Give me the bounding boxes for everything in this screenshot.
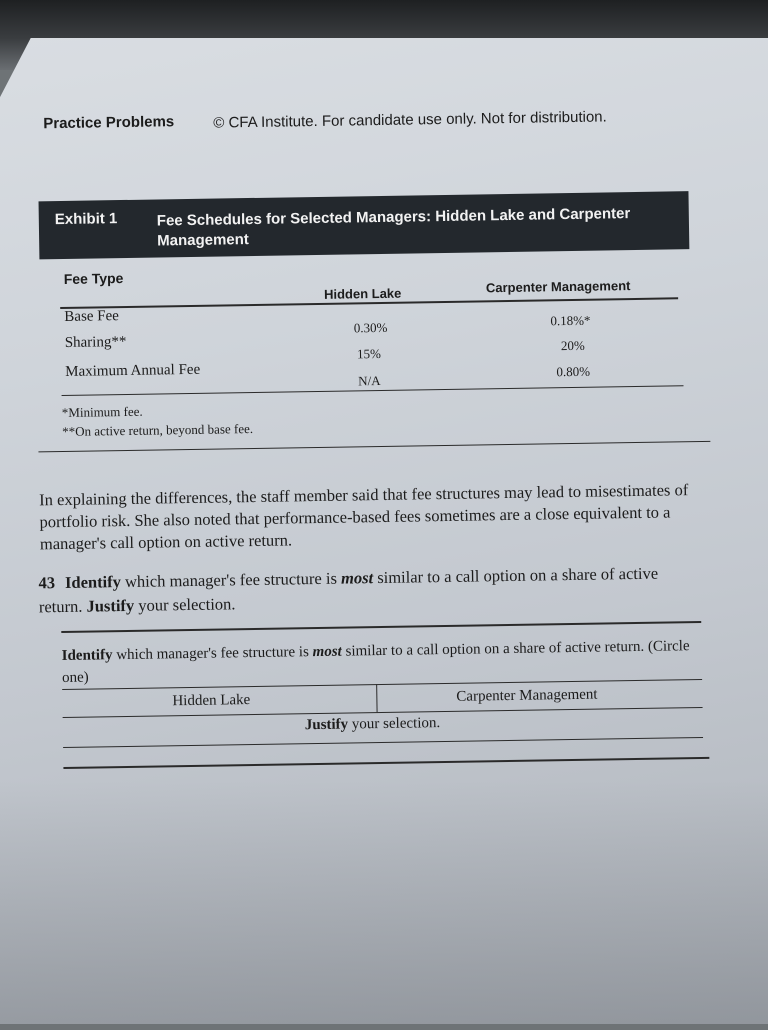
body-paragraph: In explaining the differences, the staff member said that fee structures may lead to misestimates of portfolio risk. She also noted that performance-based fees sometimes are a close equivalent to a manager's call option on active return. xyxy=(39,480,689,554)
question-emphasis: most xyxy=(340,568,374,588)
col-header-hidden-lake: Hidden Lake xyxy=(323,285,402,302)
answer-verb: Identify xyxy=(61,647,113,665)
cell-sharing-hidden-lake: 15% xyxy=(356,345,381,362)
answer-text-2: similar to a call option on a share of active return. (Circle one) xyxy=(61,638,690,687)
justify-verb: Justify xyxy=(304,716,349,734)
answer-box-bottom-rule xyxy=(63,757,709,769)
question-verb-justify: Justify xyxy=(86,595,135,616)
footnote-active-return: **On active return, beyond base fee. xyxy=(62,420,254,439)
exhibit-title-bar xyxy=(39,191,690,259)
row-label-maximum-annual-fee: Maximum Annual Fee xyxy=(65,361,201,380)
cell-base-fee-hidden-lake: 0.30% xyxy=(353,319,388,336)
question-verb: Identify xyxy=(64,572,122,592)
bottom-shading xyxy=(0,780,768,1024)
justify-text: your selection. xyxy=(347,715,441,733)
footnote-minimum: *Minimum fee. xyxy=(61,403,143,420)
question-text-3: your selection. xyxy=(134,594,236,615)
question-number: 43 xyxy=(38,573,56,593)
question-text-1: which manager's fee structure is xyxy=(120,568,342,592)
option-carpenter-management[interactable]: Carpenter Management xyxy=(456,686,598,705)
cell-sharing-carpenter: 20% xyxy=(560,337,585,354)
answer-text-1: which manager's fee structure is xyxy=(112,644,313,664)
section-title: Practice Problems xyxy=(43,113,175,133)
option-hidden-lake[interactable]: Hidden Lake xyxy=(172,692,251,710)
question-text-2: similar to a call option on a share of active return. xyxy=(38,563,659,617)
answer-emphasis: most xyxy=(312,643,342,661)
col-header-fee-type: Fee Type xyxy=(63,270,124,287)
row-label-base-fee: Base Fee xyxy=(64,308,120,325)
col-header-carpenter: Carpenter Management xyxy=(485,278,631,296)
cell-max-fee-carpenter: 0.80% xyxy=(556,363,591,380)
justify-label xyxy=(305,715,441,734)
answer-line-1 xyxy=(63,737,703,748)
question-43 xyxy=(38,561,699,619)
exhibit-label: Exhibit 1 xyxy=(54,210,118,229)
options-divider xyxy=(376,684,377,712)
exhibit-title: Fee Schedules for Selected Managers: Hidden Lake and Carpenter Management xyxy=(156,205,631,250)
answer-box-top-rule xyxy=(61,621,701,633)
copyright-notice: © CFA Institute. For candidate use only. Not for distribution. xyxy=(213,108,607,132)
cell-max-fee-hidden-lake: N/A xyxy=(358,372,381,389)
cell-base-fee-carpenter: 0.18%* xyxy=(550,312,591,329)
row-label-sharing: Sharing** xyxy=(64,333,127,351)
section-header xyxy=(43,113,174,133)
exhibit-end-rule xyxy=(38,441,710,453)
